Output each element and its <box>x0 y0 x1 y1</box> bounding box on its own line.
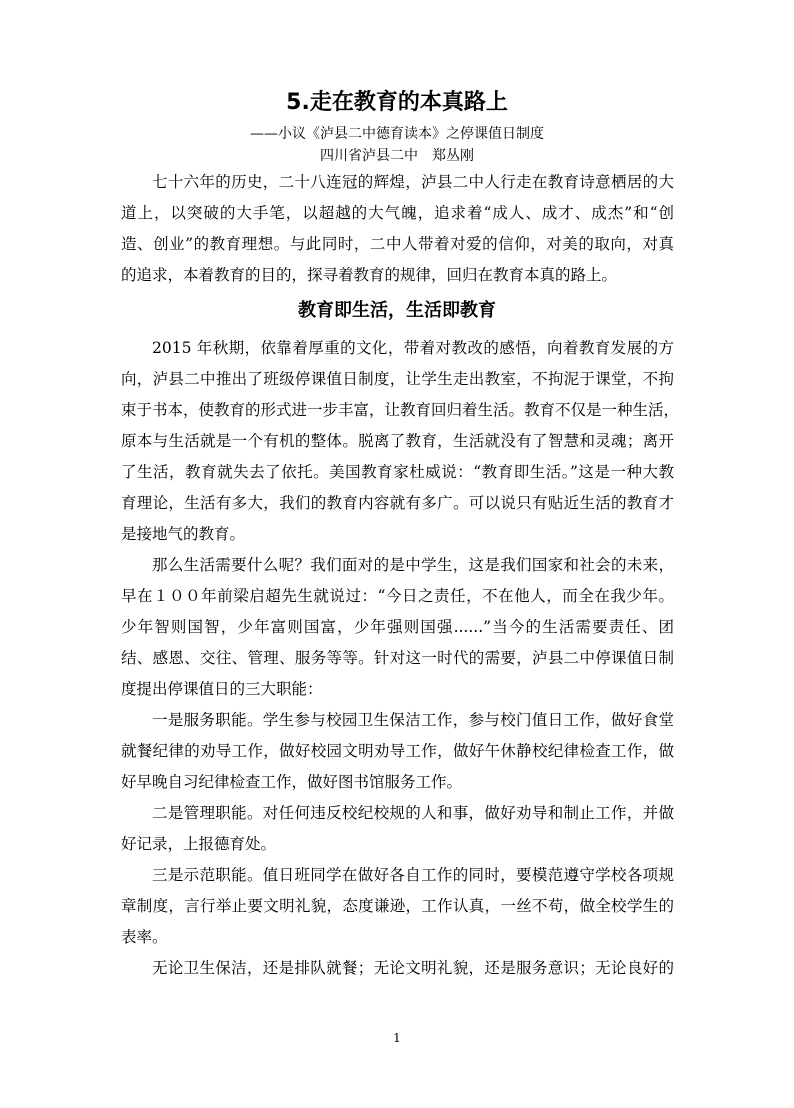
paragraph-line: 早在１００年前梁启超先生就说过：“今日之责任，不在他人，而全在我少年。 <box>121 587 674 605</box>
paragraph-line: 造、创业”的教育理想。与此同时，二中人带着对爱的信仰，对美的取向，对真 <box>121 235 674 253</box>
paragraph-line: 结、感恩、交往、管理、服务等等。针对这一时代的需要，泸县二中停课值日制 <box>121 649 674 667</box>
paragraph-management <box>121 798 674 860</box>
paragraph-line: 度提出停课值日的三大职能： <box>121 680 323 698</box>
paragraph-needs <box>121 550 674 705</box>
paragraph-line: 育理论，生活有多大，我们的教育内容就有多广。可以说只有贴近生活的教育才 <box>121 494 674 512</box>
section-heading: 教育即生活，生活即教育 <box>298 300 496 321</box>
paragraph-line: 束于书本，使教育的形式进一步丰富，让教育回归着生活。教育不仅是一种生活， <box>121 401 680 419</box>
paragraph-line: 章制度，言行举止要文明礼貌，态度谦逊，工作认真，一丝不苟，做全校学生的 <box>121 897 674 915</box>
paragraph-line: 向，泸县二中推出了班级停课值日制度，让学生走出教室，不拘泥于课堂，不拘 <box>121 370 674 388</box>
paragraph-line: 那么生活需要什么呢？我们面对的是中学生，这是我们国家和社会的未来， <box>152 556 674 574</box>
paragraph-line: 表率。 <box>121 928 168 946</box>
paragraph-line: 就餐纪律的劝导工作，做好校园文明劝导工作，做好午休静校纪律检查工作，做 <box>121 742 674 760</box>
paragraph-line: 二是管理职能。对任何违反校纪校规的人和事，做好劝导和制止工作，并做 <box>152 804 674 822</box>
paragraph-line: 少年智则国智，少年富则国富，少年强则国强......”当今的生活需要责任、团 <box>121 618 674 636</box>
page-title: 5.走在教育的本真路上 <box>286 90 508 115</box>
paragraph-example <box>121 860 674 953</box>
paragraph-line: 好早晚自习纪律检查工作，做好图书馆服务工作。 <box>121 773 463 791</box>
subtitle: ——小议《泸县二中德育读本》之停课值日制度 <box>250 126 544 142</box>
paragraph-line: 无论卫生保洁，还是排队就餐；无论文明礼貌，还是服务意识；无论良好的 <box>152 959 674 977</box>
paragraph-line: 原本与生活就是一个有机的整体。脱离了教育，生活就没有了智慧和灵魂；离开 <box>121 432 674 450</box>
paragraph-line: 2015 年秋期，依靠着厚重的文化，带着对教改的感悟，向着教育发展的方 <box>152 339 674 357</box>
paragraph-line: 七十六年的历史，二十八连冠的辉煌，泸县二中人行走在教育诗意栖居的大 <box>152 173 674 191</box>
paragraph-service <box>121 705 674 798</box>
paragraph-2015 <box>121 333 680 550</box>
paragraph-line: 是接地气的教育。 <box>121 525 246 543</box>
paragraph-line: 了生活，教育就失去了依托。美国教育家杜威说：“教育即生活。”这是一种大教 <box>121 463 674 481</box>
paragraph-conclusion <box>121 953 674 984</box>
paragraph-line: 三是示范职能。值日班同学在做好各自工作的同时，要模范遵守学校各项规 <box>152 866 674 884</box>
paragraph-line: 一是服务职能。学生参与校园卫生保洁工作，参与校门值日工作，做好食堂 <box>152 711 674 729</box>
paragraph-line: 好记录，上报德育处。 <box>121 835 277 853</box>
author-line: 四川省泸县二中 郑丛刚 <box>320 148 474 164</box>
paragraph-intro <box>121 167 674 291</box>
page-number: 1 <box>393 1031 401 1045</box>
paragraph-line: 道上，以突破的大手笔，以超越的大气魄，追求着“成人、成才、成杰”和“创 <box>121 204 674 222</box>
paragraph-line: 的追求，本着教育的目的，探寻着教育的规律，回归在教育本真的路上。 <box>121 266 618 284</box>
